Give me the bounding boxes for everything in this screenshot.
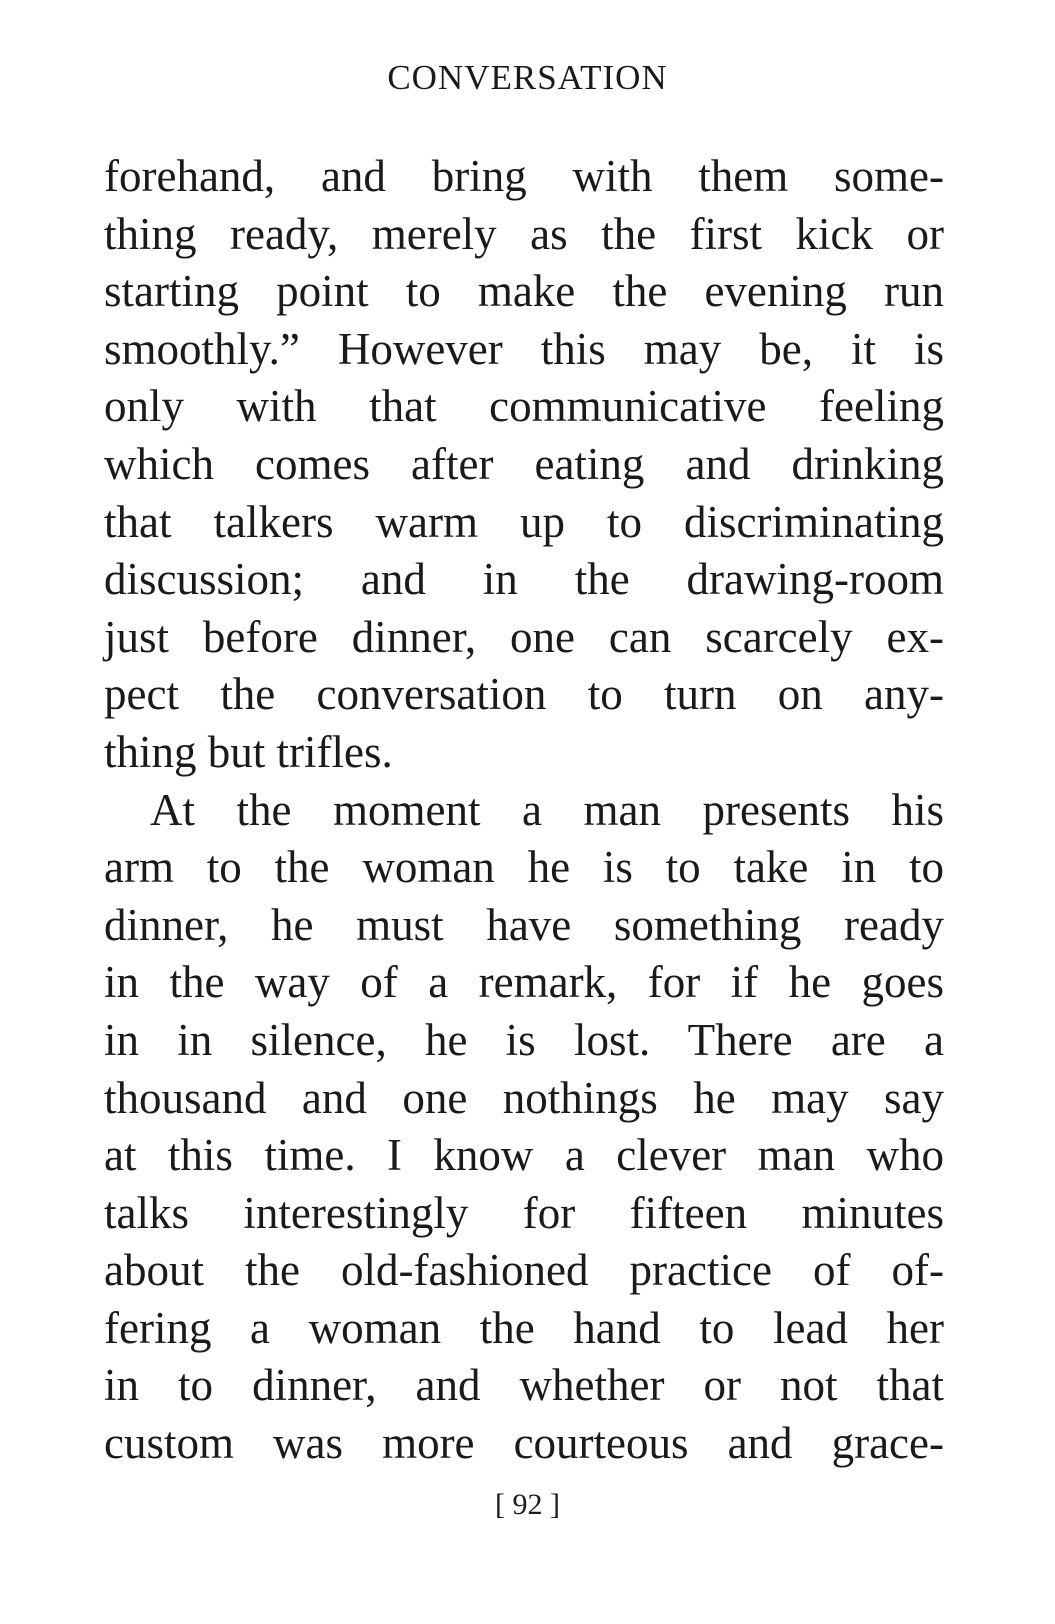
text-line: starting point to make the evening run bbox=[104, 266, 944, 317]
text-line: at this time. I know a clever man who bbox=[104, 1130, 944, 1181]
text-line: At the moment a man presents his bbox=[150, 784, 944, 835]
text-line: in to dinner, and whether or not that bbox=[104, 1360, 944, 1411]
page-number: [ 92 ] bbox=[495, 1488, 560, 1521]
text-line: that talkers warm up to discriminating bbox=[104, 496, 944, 547]
text-line: arm to the woman he is to take in to bbox=[104, 842, 944, 893]
text-line: in in silence, he is lost. There are a bbox=[104, 1014, 944, 1065]
text-line: just before dinner, one can scarcely ex- bbox=[104, 611, 944, 662]
text-line: discussion; and in the drawing-room bbox=[104, 554, 944, 605]
text-line: which comes after eating and drinking bbox=[104, 438, 944, 489]
text-line: dinner, he must have something ready bbox=[104, 899, 944, 950]
text-line: thousand and one nothings he may say bbox=[104, 1072, 944, 1123]
text-line: fering a woman the hand to lead her bbox=[104, 1302, 944, 1353]
text-line: only with that communicative feeling bbox=[104, 381, 944, 432]
text-line: smoothly.” However this may be, it is bbox=[104, 323, 944, 374]
running-title: CONVERSATION bbox=[387, 58, 668, 97]
text-line: in the way of a remark, for if he goes bbox=[104, 957, 944, 1008]
text-line: pect the conversation to turn on any- bbox=[104, 669, 944, 720]
text-line: about the old-fashioned practice of of- bbox=[104, 1245, 944, 1296]
text-line: forehand, and bring with them some- bbox=[104, 151, 944, 201]
text-line: talks interestingly for fifteen minutes bbox=[104, 1187, 944, 1238]
body-text bbox=[104, 148, 944, 1473]
text-line: custom was more courteous and grace- bbox=[104, 1418, 944, 1469]
text-line: thing but trifles. bbox=[104, 726, 393, 777]
text-line: thing ready, merely as the first kick or bbox=[104, 208, 944, 259]
